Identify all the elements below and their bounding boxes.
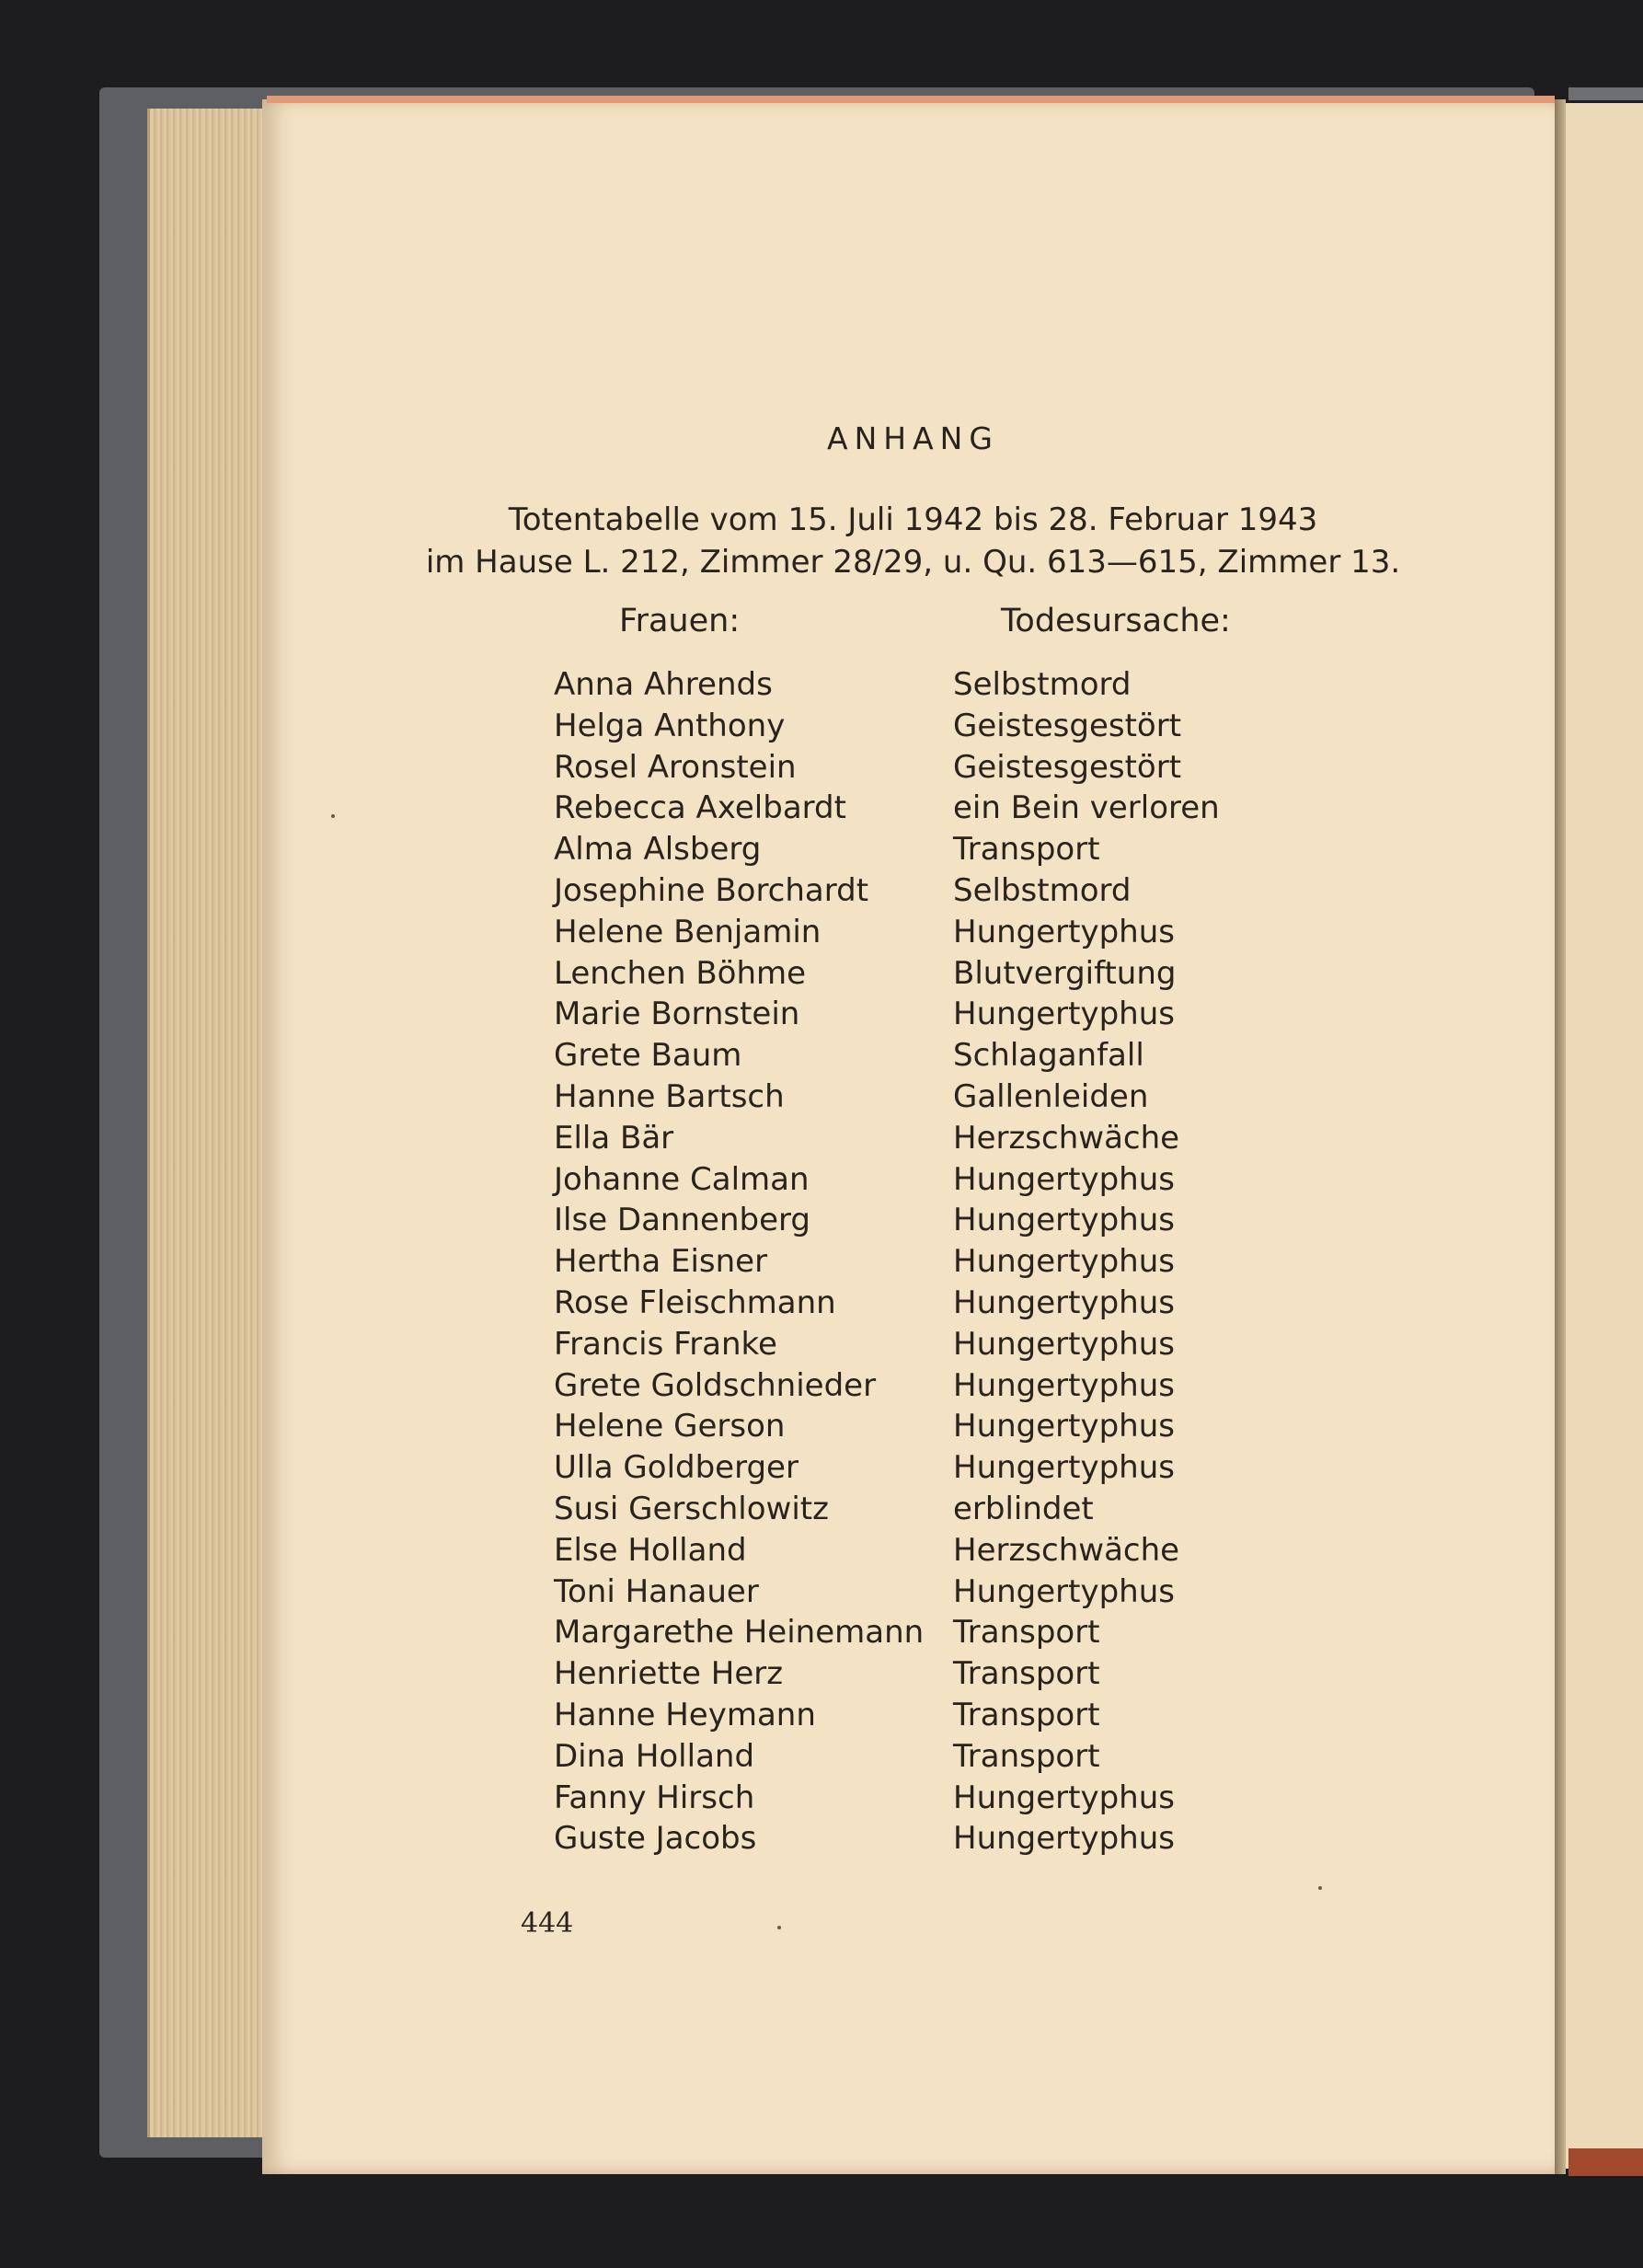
cause-cell: Selbstmord [953,666,1132,703]
name-cell: Else Holland [554,1531,747,1569]
facing-cover-strip [1568,87,1643,100]
name-cell: Grete Baum [554,1037,742,1075]
names-column-header: Frauen: [619,603,741,639]
cause-cell: Herzschwäche [953,1531,1180,1569]
cause-cell: Blutvergiftung [953,954,1177,992]
name-cell: Hertha Eisner [554,1243,768,1281]
facing-page-stain [1568,2148,1643,2176]
cause-cell: Hungertyphus [953,1572,1175,1610]
name-cell: Helga Anthony [554,707,786,744]
cause-cell: Hungertyphus [953,913,1175,950]
name-cell: Alma Alsberg [554,831,762,869]
subtitle-line-1: Totentabelle vom 15. Juli 1942 bis 28. Februar 1943 [508,501,1318,538]
cause-cell: erblindet [953,1490,1094,1527]
page-heading: ANHANG [827,420,999,456]
paper-speck [331,814,335,818]
name-cell: Helene Gerson [554,1408,786,1445]
cause-cell: Transport [953,1737,1100,1775]
name-cell: Francis Franke [554,1325,777,1363]
cause-cell: Hungertyphus [953,1243,1175,1281]
name-cell: Rebecca Axelbardt [554,789,846,827]
name-cell: Ulla Goldberger [554,1449,799,1487]
name-cell: Guste Jacobs [554,1820,757,1858]
page-number: 444 [521,1907,574,1940]
causes-column-header: Todesursache: [1001,603,1231,639]
cause-cell: Geistesgestört [953,707,1182,744]
name-cell: Grete Goldschnieder [554,1366,877,1404]
cause-cell: Hungertyphus [953,1779,1175,1816]
cause-cell: Selbstmord [953,871,1132,909]
name-cell: Rose Fleischmann [554,1284,836,1321]
cause-cell: Hungertyphus [953,996,1175,1033]
cause-cell: Transport [953,831,1100,869]
name-cell: Rosel Aronstein [554,748,797,786]
cause-cell: Transport [953,1614,1100,1652]
name-cell: Ella Bär [554,1119,674,1157]
paper-speck [1318,1886,1322,1890]
cause-cell: Hungertyphus [953,1408,1175,1445]
cause-cell: Geistesgestört [953,748,1182,786]
page-top-edge [267,96,1555,103]
cause-cell: Hungertyphus [953,1449,1175,1487]
cause-cell: Transport [953,1655,1100,1693]
cause-cell: Hungertyphus [953,1284,1175,1321]
name-cell: Johanne Calman [554,1160,810,1198]
cause-cell: Hungertyphus [953,1366,1175,1404]
name-cell: Hanne Heymann [554,1696,816,1733]
name-cell: Henriette Herz [554,1655,784,1693]
name-cell: Hanne Bartsch [554,1077,785,1115]
paper-speck [777,1926,781,1929]
book-gutter [1555,99,1566,2174]
cause-cell: Hungertyphus [953,1160,1175,1198]
name-cell: Anna Ahrends [554,666,773,703]
causes-list [953,664,1220,1859]
cause-cell: Gallenleiden [953,1077,1149,1115]
name-cell: Fanny Hirsch [554,1779,755,1816]
cause-cell: Hungertyphus [953,1325,1175,1363]
name-cell: Josephine Borchardt [554,871,869,909]
cause-cell: Herzschwäche [953,1119,1180,1157]
name-cell: Dina Holland [554,1737,755,1775]
cause-cell: Transport [953,1696,1100,1733]
subtitle-line-2: im Hause L. 212, Zimmer 28/29, u. Qu. 613—615, Zimmer 13. [425,544,1401,581]
cause-cell: Hungertyphus [953,1202,1175,1239]
name-cell: Lenchen Böhme [554,954,807,992]
name-cell: Margarethe Heinemann [554,1614,925,1652]
name-cell: Helene Benjamin [554,913,822,950]
cause-cell: ein Bein verloren [953,789,1220,827]
name-cell: Susi Gerschlowitz [554,1490,829,1527]
page-edges [147,109,279,2137]
names-list [554,664,924,1859]
name-cell: Ilse Dannenberg [554,1202,810,1239]
cause-cell: Hungertyphus [953,1820,1175,1858]
facing-page [1566,103,1643,2169]
name-cell: Marie Bornstein [554,996,800,1033]
name-cell: Toni Hanauer [554,1572,759,1610]
cause-cell: Schlaganfall [953,1037,1144,1075]
